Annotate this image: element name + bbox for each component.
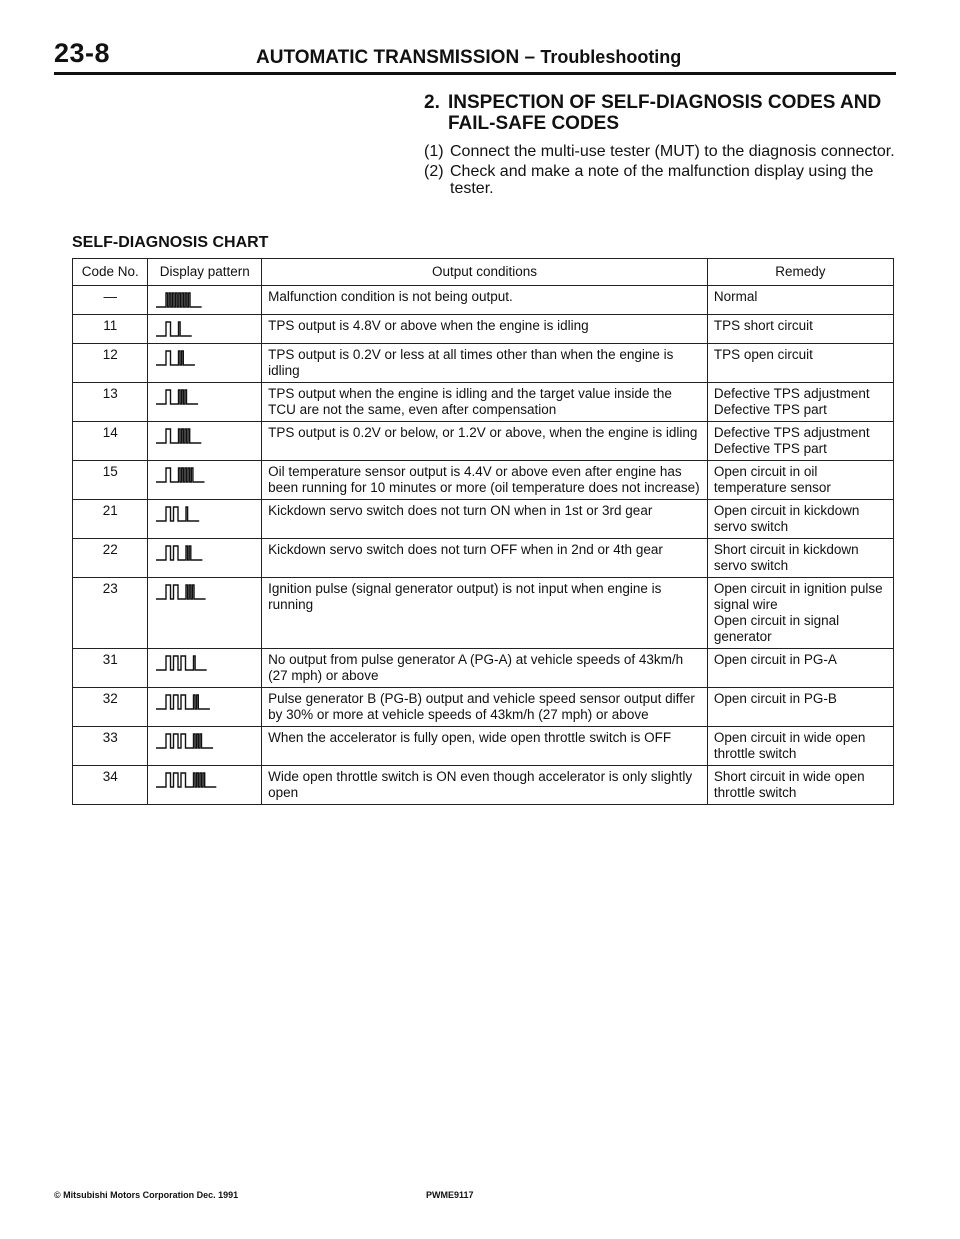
remedy-cell: Short circuit in kickdown servo switch	[707, 539, 893, 578]
title-separator: –	[519, 47, 541, 68]
page-title	[256, 47, 681, 69]
pulse-pattern-icon	[154, 691, 250, 713]
pulse-waveform	[156, 429, 201, 443]
display-pattern-cell	[148, 383, 262, 422]
pulse-pattern-icon	[154, 652, 250, 674]
output-condition-cell: TPS output when the engine is idling and the target value inside the TCU are not the same, even after compensation	[262, 383, 708, 422]
display-pattern-cell	[148, 461, 262, 500]
display-pattern-cell	[148, 344, 262, 383]
remedy-cell: Open circuit in PG-B	[707, 688, 893, 727]
display-pattern-cell	[148, 727, 262, 766]
pulse-pattern-icon	[154, 318, 250, 340]
code-cell: 11	[73, 315, 148, 344]
display-pattern-cell	[148, 315, 262, 344]
pulse-waveform	[156, 293, 202, 307]
pulse-pattern-icon	[154, 386, 250, 408]
code-cell: 32	[73, 688, 148, 727]
page-header	[54, 36, 896, 76]
remedy-cell: Open circuit in PG-A	[707, 649, 893, 688]
section-heading-text: INSPECTION OF SELF-DIAGNOSIS CODES AND FAIL-SAFE CODES	[448, 92, 882, 134]
display-pattern-cell	[148, 688, 262, 727]
display-pattern-cell	[148, 286, 262, 315]
display-pattern-cell	[148, 649, 262, 688]
code-cell: 13	[73, 383, 148, 422]
pulse-pattern-icon	[154, 769, 250, 791]
output-condition-cell: Malfunction condition is not being output.	[262, 286, 708, 315]
step-list	[424, 143, 904, 200]
code-cell: 33	[73, 727, 148, 766]
pulse-pattern-icon	[154, 347, 250, 369]
display-pattern-cell	[148, 500, 262, 539]
page-number: 23-8	[54, 38, 111, 68]
display-pattern-cell	[148, 766, 262, 805]
output-condition-cell: TPS output is 4.8V or above when the engine is idling	[262, 315, 708, 344]
pulse-waveform	[156, 546, 202, 560]
pulse-waveform	[156, 390, 198, 404]
output-condition-cell: Kickdown servo switch does not turn ON when in 1st or 3rd gear	[262, 500, 708, 539]
header-rule	[54, 72, 896, 75]
output-condition-cell: When the accelerator is fully open, wide open throttle switch is OFF	[262, 727, 708, 766]
section-number: 2.	[424, 92, 440, 113]
output-condition-cell: Pulse generator B (PG-B) output and vehicle speed sensor output differ by 30% or more at vehicle speeds of 43km/h (27 mph) or above	[262, 688, 708, 727]
code-cell: —	[73, 286, 148, 315]
display-pattern-cell	[148, 539, 262, 578]
remedy-cell: Defective TPS adjustment Defective TPS part	[707, 383, 893, 422]
table-row	[73, 383, 894, 422]
pulse-waveform	[156, 507, 199, 521]
remedy-cell: TPS open circuit	[707, 344, 893, 383]
code-cell: 15	[73, 461, 148, 500]
table-row	[73, 286, 894, 315]
table-row	[73, 539, 894, 578]
step-text: Check and make a note of the malfunction display using the tester.	[450, 163, 874, 197]
code-cell: 14	[73, 422, 148, 461]
remedy-cell: Open circuit in ignition pulse signal wire Open circuit in signal generator	[707, 578, 893, 649]
pulse-waveform	[156, 773, 216, 787]
pulse-waveform	[156, 351, 195, 365]
step-item	[424, 143, 904, 160]
table-row	[73, 344, 894, 383]
footer-doc-code: PWME9117	[426, 1190, 474, 1200]
code-cell: 23	[73, 578, 148, 649]
pulse-pattern-icon	[154, 289, 250, 311]
code-cell: 31	[73, 649, 148, 688]
title-sub: Troubleshooting	[540, 47, 682, 67]
pulse-pattern-icon	[154, 542, 250, 564]
table-row	[73, 649, 894, 688]
output-condition-cell: Kickdown servo switch does not turn OFF when in 2nd or 4th gear	[262, 539, 708, 578]
pulse-pattern-icon	[154, 425, 250, 447]
step-text: Connect the multi-use tester (MUT) to the diagnosis connector.	[450, 143, 895, 160]
remedy-cell: TPS short circuit	[707, 315, 893, 344]
header-pattern: Display pattern	[148, 259, 262, 286]
title-main: AUTOMATIC TRANSMISSION	[256, 47, 520, 68]
pulse-pattern-icon	[154, 503, 250, 525]
display-pattern-cell	[148, 422, 262, 461]
table-row	[73, 500, 894, 539]
footer-copyright: © Mitsubishi Motors Corporation Dec. 1991	[54, 1190, 239, 1200]
pulse-pattern-icon	[154, 464, 250, 486]
table-row	[73, 688, 894, 727]
pulse-waveform	[156, 322, 192, 336]
remedy-cell: Defective TPS adjustment Defective TPS part	[707, 422, 893, 461]
code-cell: 21	[73, 500, 148, 539]
table-header-row	[73, 259, 894, 286]
remedy-cell: Open circuit in wide open throttle switch	[707, 727, 893, 766]
output-condition-cell: TPS output is 0.2V or below, or 1.2V or above, when the engine is idling	[262, 422, 708, 461]
output-condition-cell: TPS output is 0.2V or less at all times other than when the engine is idling	[262, 344, 708, 383]
remedy-cell: Normal	[707, 286, 893, 315]
remedy-cell: Short circuit in wide open throttle switch	[707, 766, 893, 805]
pulse-pattern-icon	[154, 581, 250, 603]
chart-title: SELF-DIAGNOSIS CHART	[72, 234, 269, 251]
pulse-waveform	[156, 585, 206, 599]
output-condition-cell: Wide open throttle switch is ON even though accelerator is only slightly open	[262, 766, 708, 805]
code-cell: 34	[73, 766, 148, 805]
output-condition-cell: No output from pulse generator A (PG-A) at vehicle speeds of 43km/h (27 mph) or above	[262, 649, 708, 688]
step-number: (2)	[424, 163, 444, 180]
step-item	[424, 163, 904, 197]
pulse-waveform	[156, 656, 207, 670]
header-code: Code No.	[73, 259, 148, 286]
pulse-waveform	[156, 695, 210, 709]
remedy-cell: Open circuit in kickdown servo switch	[707, 500, 893, 539]
output-condition-cell: Oil temperature sensor output is 4.4V or above even after engine has been running for 10 minutes or more (oil temperature does not increase)	[262, 461, 708, 500]
display-pattern-cell	[148, 578, 262, 649]
pulse-waveform	[156, 468, 205, 482]
table-row	[73, 461, 894, 500]
header-conditions: Output conditions	[262, 259, 708, 286]
code-cell: 12	[73, 344, 148, 383]
table-row	[73, 578, 894, 649]
output-condition-cell: Ignition pulse (signal generator output) is not input when engine is running	[262, 578, 708, 649]
pulse-waveform	[156, 734, 213, 748]
table-body	[73, 286, 894, 805]
pulse-pattern-icon	[154, 730, 250, 752]
step-number: (1)	[424, 143, 444, 160]
header-remedy: Remedy	[707, 259, 893, 286]
remedy-cell: Open circuit in oil temperature sensor	[707, 461, 893, 500]
table-row	[73, 422, 894, 461]
table-row	[73, 315, 894, 344]
code-cell: 22	[73, 539, 148, 578]
table-row	[73, 766, 894, 805]
table-row	[73, 727, 894, 766]
self-diagnosis-table	[72, 258, 894, 805]
